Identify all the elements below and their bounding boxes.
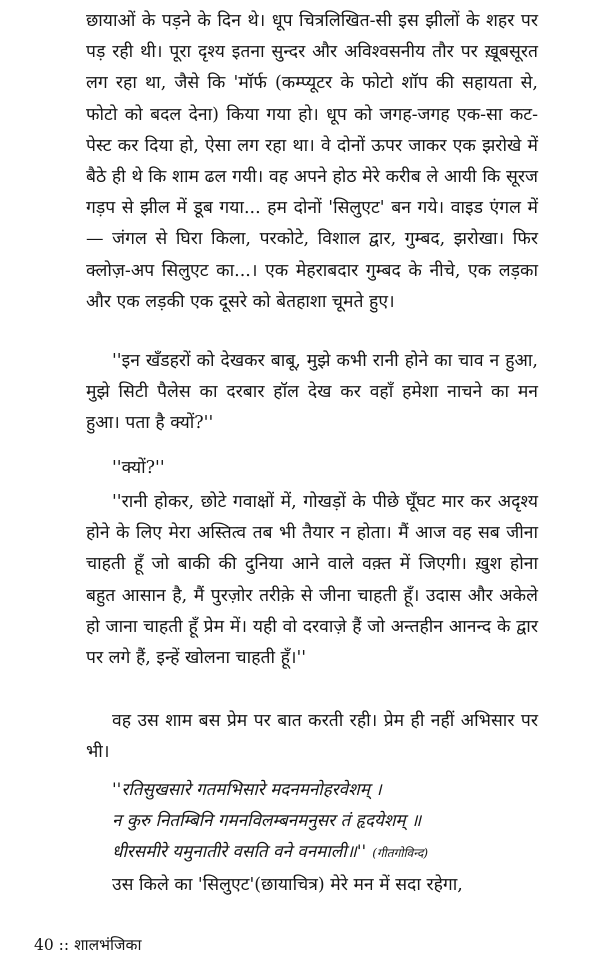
verse-line-1: ''रतिसुखसारे गतमभिसारे मदनमनोहरवेशम् । — [112, 780, 382, 800]
paragraph-love-talk: वह उस शाम बस प्रेम पर बात करती रही। प्रेम ही नहीं अभिसार पर भी। — [86, 711, 538, 763]
verse-line-2: न कुरु नितम्बिनि गमनविलम्बनमनुसर तं हृदयेशम् ॥ — [112, 811, 422, 831]
page-number: 40 — [34, 936, 54, 954]
verse-line-3-text: धीरसमीरे यमुनातीरे वसति वने वनमाली॥'' — [112, 842, 367, 862]
paragraph-queen-dialogue: ''इन खँडहरों को देखकर बाबू, मुझे कभी रानी होने का चाव न हुआ, मुझे सिटी पैलेस का दरबार हॉल देख कर वहाँ हमेशा नाचने का मन हुआ। पता है क्यों?'' — [86, 351, 538, 434]
footer-separator: :: — [58, 936, 70, 954]
book-title: शालभंजिका — [74, 936, 142, 954]
paragraph-queen-answer: ''रानी होकर, छोटे गवाक्षों में, गोखड़ों के पीछे घूँघट मार कर अदृश्य होने के लिए मेरा अस्तित्व तब भी तैयार न होता। मैं आज वह सब जीना चाहती हूँ जो बाकी की दुनिया आने वाले वक़्त में जिएगी। ख़ुश होना बहुत आसान है, मैं पुरज़ोर तरीक़े से जीना चाहती हूँ। उदास और अकेले हो जाना चाहती हूँ प्रेम में। यही वो दरवाज़े हैं जो अन्तहीन आनन्द के द्वार पर लगे हैं, इन्हें खोलना चाहती हूँ।'' — [86, 492, 538, 669]
paragraph-why-question: ''क्यों?'' — [112, 458, 165, 478]
paragraph-silhouette-scene: छायाओं के पड़ने के दिन थे। धूप चित्रलिखित-सी इस झीलों के शहर पर पड़ रही थी। पूरा दृश्य इतना सुन्दर और अविश्वसनीय तौर पर ख़ूबसूरत लग रहा था, जैसे कि 'मॉर्फ (कम्प्यूटर के फोटो शॉप की सहायता से, फोटो को बदल देना) किया गया हो। धूप को जगह-जगह एक-सा कट-पेस्ट कर दिया हो, ऐसा लग रहा था। वे दोनों ऊपर जाकर एक झरोखे में बैठे ही थे कि शाम ढल गयी। वह अपने होठ मेरे करीब ले आयी कि सूरज गड़प से झील में डूब गया... हम दोनों 'सिलुएट' बन गये। वाइड एंगल में— जंगल से घिरा किला, परकोटे, विशाल द्वार, गुम्बद, झरोखा। फिर क्लोज़-अप सिलुएट का...। एक मेहराबदार गुम्बद के नीचे, एक लड़का और एक लड़की एक दूसरे को बेतहाशा चूमते हुए। — [86, 11, 538, 312]
sanskrit-verse — [112, 775, 552, 869]
page-footer — [34, 934, 141, 956]
paragraph-closing: उस किले का 'सिलुएट'(छायाचित्र) मेरे मन में सदा रहेगा, — [112, 875, 463, 895]
verse-reference: (गीतगोविन्द) — [372, 846, 428, 860]
verse-line-3 — [112, 837, 552, 869]
